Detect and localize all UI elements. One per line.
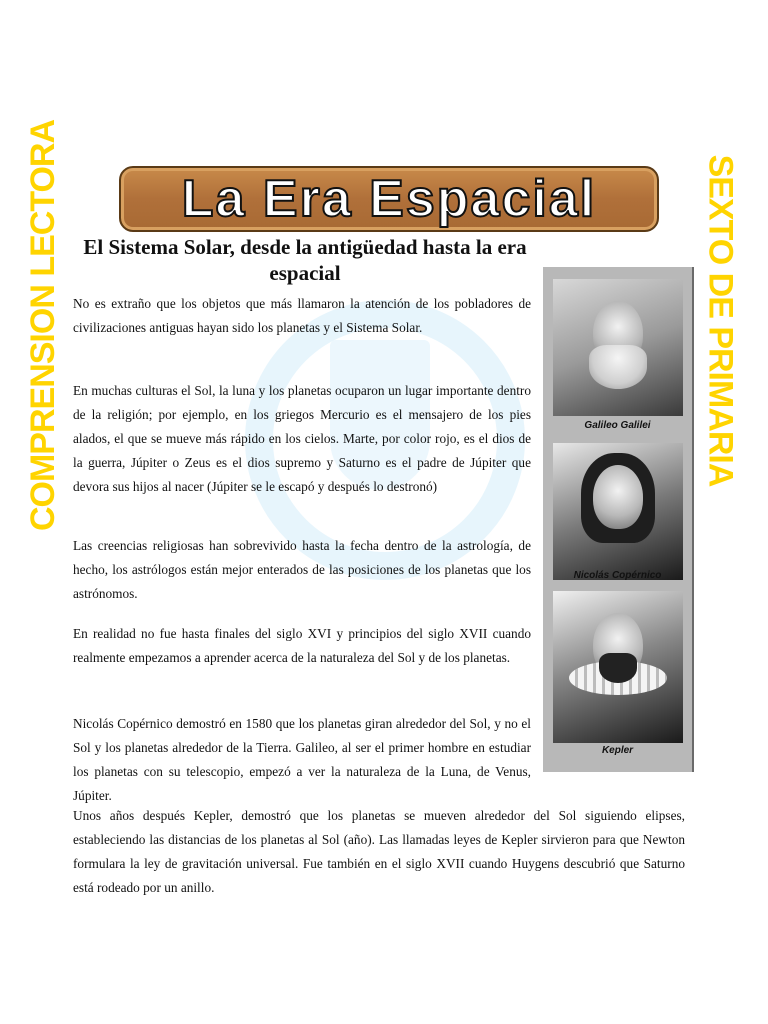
paragraph-3: Las creencias religiosas han sobrevivido hasta la fecha dentro de la astrología, de hecho, los astrólogos están mejor enterados de las posiciones de los planetas que los astrónomos.: [73, 538, 531, 601]
paragraph-4: En realidad no fue hasta finales del siglo XVI y principios del siglo XVII cuando realmente empezamos a aprender acerca de la naturaleza del Sol y de los planetas.: [73, 626, 531, 665]
side-label-right-text: SEXTO DE PRIMARIA: [701, 154, 740, 486]
portrait-galileo: [553, 279, 683, 416]
portrait-beard: [599, 653, 637, 683]
portrait-copernico: [553, 443, 683, 580]
paragraph-2: En muchas culturas el Sol, la luna y los planetas ocuparon un lugar importante dentro de la religión; por ejemplo, en los griegos Mercurio es el mensajero de los pies alados, el que se mueve más rápido en los cielos. Marte, por color rojo, es el dios de la guerra, Júpiter o Zeus es el dios supremo y Saturno es el padre de Júpiter que devora sus hijos al nacer (Júpiter se le escapó y después lo destronó): [73, 383, 531, 494]
caption-kepler: Kepler: [601, 745, 634, 756]
side-label-left-text: COMPRENSION LECTORA: [24, 119, 63, 531]
caption-copernico: Nicolás Copérnico: [573, 570, 662, 581]
paragraph-5: Nicolás Copérnico demostró en 1580 que los planetas giran alrededor del Sol, y no el Sol y los planetas alrededor de la Tierra. Galileo, al ser el primer hombre en estudiar los planetas con su telescopio, empezó a ver la naturaleza de la Luna, de Venus, Júpiter.: [73, 716, 531, 803]
side-label-right: [698, 155, 742, 485]
caption-galileo: Galileo Galilei: [584, 420, 651, 431]
page-title: La Era Espacial: [181, 170, 597, 228]
portrait-face: [593, 465, 643, 529]
portrait-panel: [543, 267, 694, 772]
subtitle: El Sistema Solar, desde la antigüedad hasta la era espacial: [83, 235, 527, 285]
paragraph-1: No es extraño que los objetos que más llamaron la atención de los pobladores de civilizaciones antiguas hayan sido los planetas y el Sistema Solar.: [73, 296, 531, 335]
portrait-kepler: [553, 591, 683, 743]
title-plate: [119, 166, 659, 232]
paragraph-6: Unos años después Kepler, demostró que los planetas se mueven alrededor del Sol siguiendo elipses, estableciendo las distancias de los planetas al Sol (año). Las llamadas leyes de Kepler sirvieron para que Newton formulara la ley de gravitación universal. Fue también en el siglo XVII cuando Huygens descubrió que Saturno está rodeado por un anillo.: [73, 808, 685, 895]
portrait-beard: [589, 345, 647, 389]
side-label-left: [22, 119, 66, 531]
